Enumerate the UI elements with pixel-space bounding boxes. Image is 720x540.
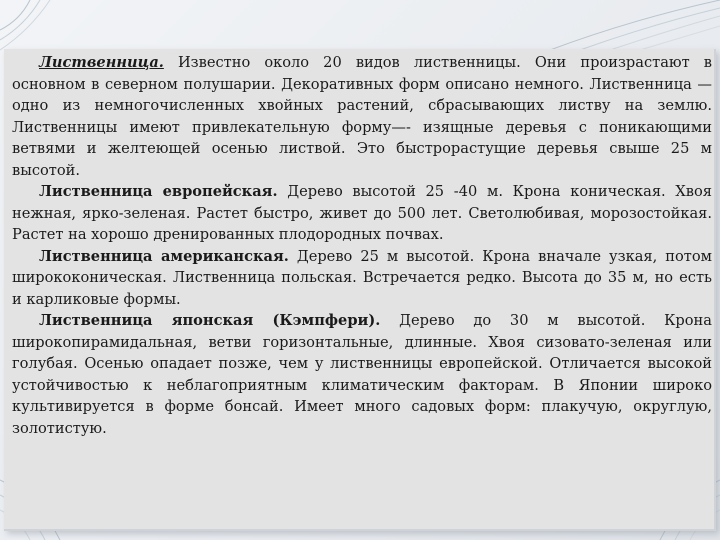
paragraph-title: Лиственница японская (Кэмпфери). bbox=[39, 312, 381, 329]
paragraph-title: Лиственница американская. bbox=[39, 247, 289, 265]
text-block bbox=[12, 52, 712, 439]
paragraph-title: Лиственница европейская. bbox=[39, 183, 278, 200]
paragraph-body: Известно около 20 видов лиственницы. Они произрастают в основном в северном полушарии. Декоративных форм описано немного. Лиственница — одно из немногочисленных хвойных растений, сбрасывающих листву на землю. Лиственницы имеют привлекательную форму—- изящные деревья с поникающими ветвями и желтеющей осенью листвой. Это быстрорастущие деревья свыше 25 м высотой. bbox=[12, 54, 712, 179]
content-panel bbox=[4, 49, 716, 531]
decorative-corner-top-right bbox=[550, 0, 720, 50]
paragraph-body: Дерево 25 м высотой. Крона вначале узкая, потом ширококоническая. Лиственница польская. Встречается редко. Высота до 35 м, но есть и карликовые формы. bbox=[12, 247, 712, 308]
paragraph-title: Лиственница. bbox=[39, 54, 164, 71]
paragraph-body: Дерево высотой 25 -40 м. Крона коническая. Хвоя нежная, ярко-зеленая. Растет быстро, живет до 500 лет. Светолюбивая, морозостойкая. Растет на хорошо дренированных плодородных почвах. bbox=[12, 183, 712, 243]
paragraph-larch-japanese bbox=[12, 310, 712, 439]
paragraph-body: Дерево до 30 м высотой. Крона широкопирамидальная, ветви горизонтальные, длинные. Хвоя сизовато-зеленая или голубая. Осенью опадает позже, чем у лиственницы европейской. Отличается высокой устойчивостью к неблагоприятным климатическим факторам. В Японии широко культивируется в форме бонсай. Имеет много садовых форм: плакучую, округлую, золотистую. bbox=[12, 312, 712, 437]
paragraph-larch-american bbox=[12, 246, 712, 311]
paragraph-larch-european bbox=[12, 181, 712, 246]
paragraph-larch-general bbox=[12, 52, 712, 181]
